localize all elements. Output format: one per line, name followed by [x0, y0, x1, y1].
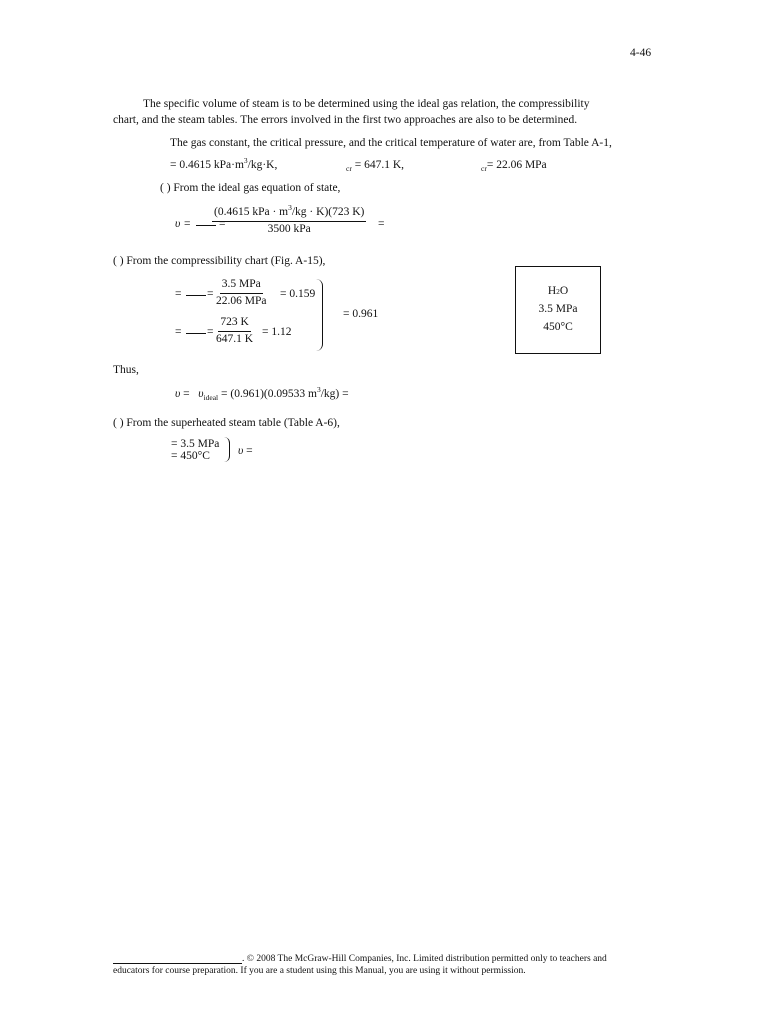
state-box [515, 266, 601, 354]
equals-sign: = [207, 326, 214, 338]
steam-table-pressure: = 3.5 MPa [171, 438, 220, 450]
state-pressure: 3.5 MPa [538, 303, 578, 316]
ideal-gas-numerator: (0.4615 kPa · $m^3/kg \cdot K)(723$ K) [212, 207, 366, 222]
reduced-temperature-result: = 1.12 [262, 326, 292, 338]
copyright-line-2: educators for course preparation. If you are a student using this Manual, you are using it without permission. [113, 966, 526, 976]
equals-sign: = [219, 218, 226, 230]
part-a-label: ( ) From the ideal gas equation of state, [160, 182, 341, 194]
page-number: 4-46 [630, 47, 652, 59]
ideal-gas-fraction [212, 203, 366, 235]
reduced-pressure-result: = 0.159 [280, 288, 316, 300]
thus-equation: υ = $\upsilon_{ideal} = (0.961)(0.09533$ $m^3/kg$) = [175, 385, 349, 402]
steam-table-result: υ = [238, 445, 253, 457]
equals-sign: = [175, 288, 182, 300]
ideal-gas-denominator: 3500 kPa [267, 222, 311, 235]
critical-pressure: $_{cr}$= 22.06 MPa [481, 159, 547, 173]
substance-label: H2O [547, 285, 569, 298]
gas-constant: = 0.4615 $kPa\cdot m^3/kg\cdot K$, [170, 156, 278, 171]
properties-intro: The gas constant, the critical pressure, and the critical temperature of water are, from Table A-1, [170, 137, 612, 149]
reduced-temperature-denominator: 647.1 K [216, 332, 254, 345]
equals-sign: = [184, 218, 191, 230]
footer-rule [113, 963, 242, 964]
critical-temperature: $_{cr}$ = 647.1 K, [346, 159, 404, 173]
equals-sign: = [378, 218, 385, 230]
equals-sign: = [207, 288, 214, 300]
reduced-temperature-numerator: 723 K [218, 317, 250, 332]
intro-line-1: The specific volume of steam is to be determined using the ideal gas relation, the compressibility [143, 98, 590, 110]
reduced-pressure-numerator: 3.5 MPa [220, 279, 263, 294]
reduced-pressure-denominator: 22.06 MPa [216, 294, 267, 307]
right-brace [224, 437, 230, 462]
part-c-label: ( ) From the superheated steam table (Table A-6), [113, 417, 340, 429]
reduced-temperature-fraction [214, 317, 255, 345]
fraction-bar [186, 333, 206, 334]
steam-table-temperature: = 450°C [171, 450, 210, 462]
specific-volume-symbol: υ [175, 218, 181, 230]
state-temperature: 450°C [543, 320, 573, 333]
fraction-bar [186, 295, 206, 296]
copyright-line-1: . © 2008 The McGraw-Hill Companies, Inc. Limited distribution permitted only to teachers and [242, 954, 607, 964]
compressibility-factor-result: = 0.961 [343, 308, 379, 320]
thus-label: Thus, [113, 364, 139, 376]
reduced-pressure-fraction [214, 279, 268, 307]
equals-sign: = [175, 326, 182, 338]
part-b-label: ( ) From the compressibility chart (Fig. A-15), [113, 255, 326, 267]
right-brace [316, 279, 323, 351]
intro-line-2: chart, and the steam tables. The errors involved in the first two approaches are also to be determined. [113, 114, 578, 126]
